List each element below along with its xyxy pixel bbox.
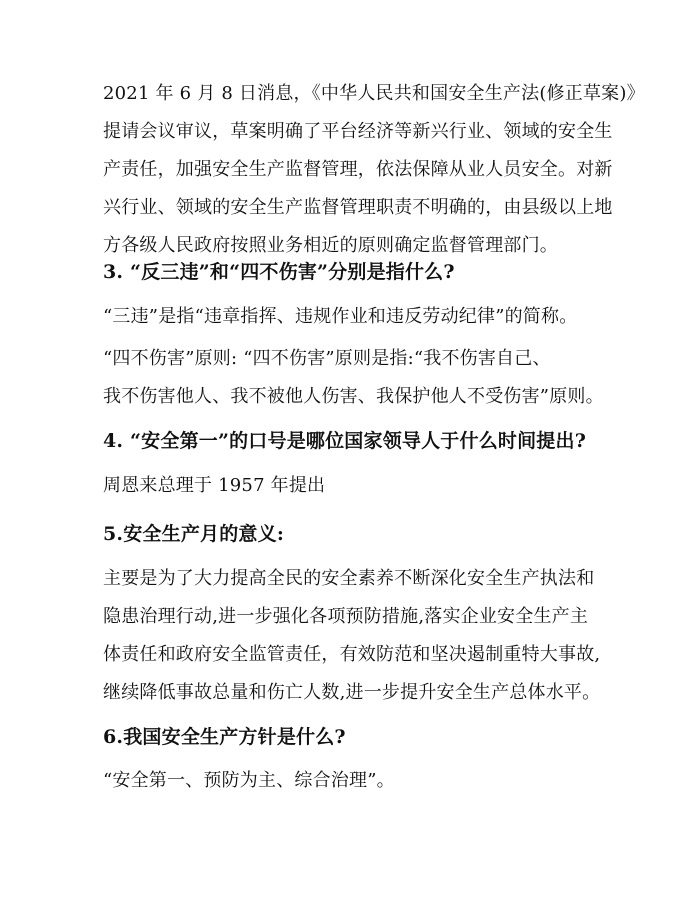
question-4-answer bbox=[103, 472, 623, 500]
question-3-answer-1 bbox=[103, 303, 623, 331]
question-5-heading bbox=[103, 520, 623, 548]
question-4-heading bbox=[103, 427, 623, 455]
answer-line: “四不伤害”原则: “四不伤害”原则是指:“我不伤害自己、 bbox=[103, 348, 551, 369]
heading-text: 5.安全生产月的意义: bbox=[103, 523, 285, 545]
question-3-heading bbox=[103, 258, 623, 286]
heading-text: 6.我国安全生产方针是什么? bbox=[103, 726, 346, 748]
heading-text: 3. “反三违”和“四不伤害”分别是指什么? bbox=[103, 261, 455, 283]
question-6-answer bbox=[103, 767, 623, 795]
answer-text: 周恩来总理于 1957 年提出 bbox=[103, 475, 326, 496]
answer-line: 我不伤害他人、我不被他人伤害、我保护他人不受伤害”原则。 bbox=[103, 386, 604, 407]
heading-text: 4. “安全第一”的口号是哪位国家领导人于什么时间提出? bbox=[103, 430, 587, 452]
answer-text: “三违”是指“违章指挥、违规作业和违反劳动纪律”的简称。 bbox=[103, 306, 578, 327]
paragraph-line: 兴行业、领域的安全生产监督管理职责不明确的，由县级以上地 bbox=[103, 197, 613, 218]
question-6-heading bbox=[103, 723, 623, 751]
answer-line: 主要是为了大力提高全民的安全素养不断深化安全生产执法和 bbox=[103, 568, 595, 589]
answer-line: 隐患治理行动,进一步强化各项预防措施,落实企业安全生产主 bbox=[103, 606, 589, 627]
answer-line: 体责任和政府安全监管责任，有效防范和坚决遏制重特大事故, bbox=[103, 644, 601, 665]
answer-line: 继续降低事故总量和伤亡人数,进一步提升安全生产总体水平。 bbox=[103, 682, 601, 703]
question-5-answer bbox=[103, 565, 623, 707]
answer-text: “安全第一、预防为主、综合治理”。 bbox=[103, 770, 395, 791]
paragraph-line: 提请会议审议，草案明确了平台经济等新兴行业、领域的安全生 bbox=[103, 121, 613, 142]
paragraph-line: 方各级人民政府按照业务相近的原则确定监督管理部门。 bbox=[103, 235, 558, 256]
paragraph-line: 2021 年 6 月 8 日消息，《中华人民共和国安全生产法(修正草案)》 bbox=[103, 83, 645, 104]
intro-paragraph bbox=[103, 80, 645, 260]
paragraph-line: 产责任，加强安全生产监督管理，依法保障从业人员安全。对新 bbox=[103, 159, 613, 180]
question-3-answer-2 bbox=[103, 345, 623, 411]
